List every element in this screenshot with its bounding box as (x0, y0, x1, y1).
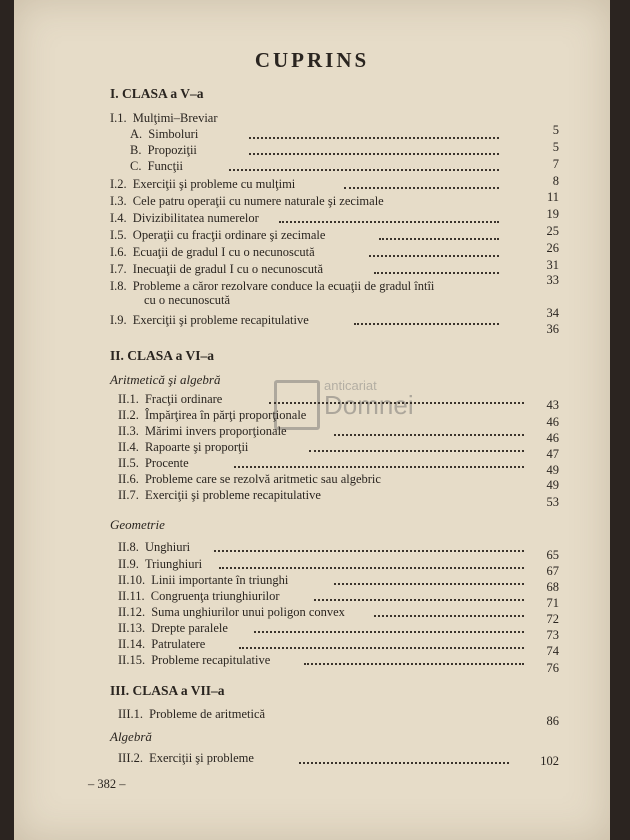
toc-entry-2-2 (118, 408, 306, 422)
toc-entry-2-9 (118, 557, 202, 571)
dot-leader (249, 137, 499, 139)
toc-entry-2-6 (118, 472, 381, 486)
toc-entry-2-15 (118, 653, 270, 667)
page-title: CUPRINS (254, 48, 370, 72)
page-number: 65 (546, 548, 559, 562)
subsection-heading: Aritmetică şi algebră (110, 372, 221, 387)
entry-number: II.6. (118, 472, 139, 486)
toc-entry-1-8 (110, 279, 434, 293)
entry-title: Probleme care se rezolvă aritmetic sau algebric (144, 472, 381, 486)
dot-leader (354, 323, 499, 325)
toc-entry-1-7 (110, 262, 323, 276)
toc-entry-3-2 (118, 751, 254, 765)
page-number: 74 (546, 644, 559, 658)
dot-leader (374, 615, 524, 617)
entry-title: Procente (144, 456, 189, 470)
entry-title: Ecuaţii de gradul I cu o necunoscută (132, 245, 315, 259)
dot-leader (334, 583, 524, 585)
entry-number: I.4. (110, 211, 127, 225)
toc-entry-2-1 (118, 392, 222, 406)
page-number: 31 (546, 258, 559, 272)
page-number: 11 (546, 190, 559, 204)
dot-leader (279, 221, 499, 223)
page-number: 71 (546, 596, 559, 610)
entry-number: I.5. (110, 228, 127, 242)
watermark-logo-icon (274, 380, 320, 430)
entry-number: II.4. (118, 440, 139, 454)
entry-number: C. (130, 159, 142, 173)
toc-entry-1-2 (110, 177, 295, 191)
entry-number: II.2. (118, 408, 139, 422)
entry-number: II.11. (118, 589, 145, 603)
dot-leader (269, 402, 524, 404)
entry-number: I.7. (110, 262, 127, 276)
entry-number: II.15. (118, 653, 146, 667)
entry-number: II.8. (118, 540, 139, 554)
entry-title: Exerciţii şi probleme cu mulţimi (132, 177, 296, 191)
page-number: 19 (546, 207, 559, 221)
entry-title: Mulţimi–Breviar (132, 111, 218, 125)
entry-title: Propoziţii (147, 143, 197, 157)
entry-number: II.1. (118, 392, 139, 406)
page-number: 25 (546, 224, 559, 238)
entry-number: B. (130, 143, 142, 157)
entry-number: I.9. (110, 313, 127, 327)
section-heading-3: III. CLASA a VII–a (110, 683, 225, 698)
page-number: 86 (546, 714, 559, 728)
subsection-heading: Algebră (110, 729, 152, 744)
toc-entry-1-4 (110, 211, 259, 225)
toc-entry-1-6 (110, 245, 315, 259)
book-page (14, 0, 610, 840)
dot-leader (374, 272, 499, 274)
page-number: 47 (546, 447, 559, 461)
entry-number: I.3. (110, 194, 127, 208)
entry-title: Mărimi invers proporţionale (144, 424, 287, 438)
page-number: 72 (546, 612, 559, 626)
entry-title: Suma unghiurilor unui poligon convex (151, 605, 345, 619)
page-footer-number: – 382 – (88, 777, 126, 791)
toc-entry-2-13 (118, 621, 228, 635)
toc-entry-2-10 (118, 573, 288, 587)
watermark-line2: Domnei (324, 390, 414, 420)
page-number: 34 (546, 306, 559, 320)
entry-title: Probleme a căror rezolvare conduce la ecuaţii de gradul întîi (132, 279, 435, 293)
page-number: 46 (546, 415, 559, 429)
entry-title: Exerciţii şi probleme recapitulative (132, 313, 309, 327)
page-number: 53 (546, 495, 559, 509)
dot-leader (214, 550, 524, 552)
entry-title: Exerciţii şi probleme (149, 751, 254, 765)
section-heading-1: I. CLASA a V–a (110, 86, 204, 101)
toc-entry-1-1c (130, 159, 183, 173)
page-number: 43 (546, 398, 559, 412)
entry-number: II.14. (118, 637, 146, 651)
entry-title: Unghiuri (144, 540, 191, 554)
page-number: 33 (546, 273, 559, 287)
page-number: 102 (540, 754, 559, 768)
entry-number: II.12. (118, 605, 146, 619)
dot-leader (249, 153, 499, 155)
dot-leader (239, 647, 524, 649)
toc-entry-2-11 (118, 589, 280, 603)
toc-entry-1-8-continuation: cu o necunoscută (144, 293, 231, 307)
entry-title: Rapoarte şi proporţii (144, 440, 249, 454)
entry-title: Inecuaţii de gradul I cu o necunoscută (132, 262, 323, 276)
dot-leader (309, 450, 524, 452)
toc-entry-2-5 (118, 456, 189, 470)
entry-title: Drepte paralele (151, 621, 228, 635)
dot-leader (229, 169, 499, 171)
page-number: 73 (546, 628, 559, 642)
entry-title: Congruenţa triunghiurilor (150, 589, 280, 603)
toc-entry-2-14 (118, 637, 205, 651)
entry-title: Exerciţii şi probleme recapitulative (144, 488, 321, 502)
toc-entry-1-1 (110, 111, 218, 125)
page-number: 26 (546, 241, 559, 255)
entry-number: II.5. (118, 456, 139, 470)
watermark-line1: anticariat (324, 378, 377, 393)
page-number: 68 (546, 580, 559, 594)
entry-title: Funcţii (147, 159, 184, 173)
toc-entry-1-1a (130, 127, 198, 141)
toc-entry-2-7 (118, 488, 321, 502)
entry-number: III.2. (118, 751, 143, 765)
dot-leader (334, 434, 524, 436)
entry-title: Divizibilitatea numerelor (132, 211, 259, 225)
entry-number: II.9. (118, 557, 139, 571)
entry-title: Patrulatere (151, 637, 206, 651)
entry-title: Probleme de aritmetică (149, 707, 266, 721)
toc-entry-1-1b (130, 143, 197, 157)
page-number: 5 (552, 123, 559, 137)
page-number: 8 (552, 174, 559, 188)
entry-number: III.1. (118, 707, 143, 721)
dot-leader (314, 599, 524, 601)
entry-title: Simboluri (148, 127, 199, 141)
page-number: 5 (552, 140, 559, 154)
entry-title: Operaţii cu fracţii ordinare şi zecimale (132, 228, 326, 242)
toc-entry-2-12 (118, 605, 345, 619)
entry-number: II.13. (118, 621, 146, 635)
dot-leader (379, 238, 499, 240)
entry-number: II.10. (118, 573, 146, 587)
entry-number: I.2. (110, 177, 127, 191)
dot-leader (234, 466, 524, 468)
dot-leader (344, 187, 499, 189)
page-number: 36 (546, 322, 559, 336)
page-number: 7 (552, 157, 559, 171)
toc-entry-3-1 (118, 707, 265, 721)
page-number: 67 (546, 564, 559, 578)
section-heading-2: II. CLASA a VI–a (110, 348, 215, 363)
toc-entry-1-3 (110, 194, 384, 208)
dot-leader (304, 663, 524, 665)
entry-title: Probleme recapitulative (151, 653, 271, 667)
entry-title: Linii importante în triunghi (151, 573, 289, 587)
entry-title: Triunghiuri (144, 557, 203, 571)
toc-entry-2-3 (118, 424, 287, 438)
subsection-heading: Geometrie (110, 517, 165, 532)
page-number: 46 (546, 431, 559, 445)
page-number: 76 (546, 661, 559, 675)
dot-leader (254, 631, 524, 633)
toc-entry-2-8 (118, 540, 190, 554)
entry-title: Fracţii ordinare (144, 392, 223, 406)
entry-number: II.7. (118, 488, 139, 502)
entry-number: A. (130, 127, 143, 141)
dot-leader (369, 255, 499, 257)
toc-entry-1-5 (110, 228, 325, 242)
entry-number: I.1. (110, 111, 127, 125)
toc-entry-1-9 (110, 313, 309, 327)
page-number: 49 (546, 478, 559, 492)
dot-leader (219, 567, 524, 569)
entry-number: I.8. (110, 279, 127, 293)
entry-title: Împărţirea în părţi proporţionale (144, 408, 307, 422)
entry-number: I.6. (110, 245, 127, 259)
page-number: 49 (546, 463, 559, 477)
dot-leader (299, 762, 509, 764)
entry-title: Cele patru operaţii cu numere naturale şi zecimale (132, 194, 384, 208)
entry-number: II.3. (118, 424, 139, 438)
toc-entry-2-4 (118, 440, 248, 454)
anticariat-watermark (274, 376, 434, 436)
